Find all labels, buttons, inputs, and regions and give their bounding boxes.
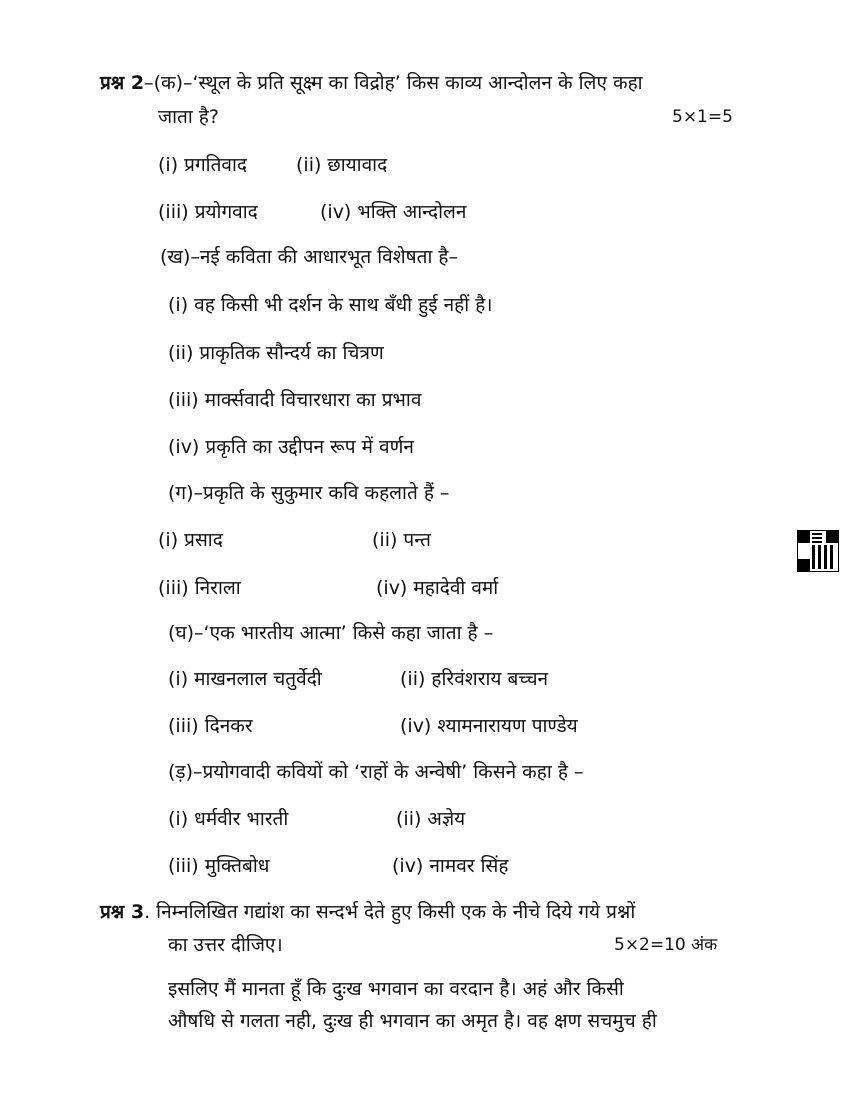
- ga-option-2: (ii) पन्त: [372, 529, 431, 551]
- q3-instruction: . निम्नलिखित गद्यांश का सन्दर्भ देते हुए किसी एक के नीचे दिये गये प्रश्नों: [144, 901, 636, 923]
- gha-option-1: (i) माखनलाल चतुर्वेदी: [168, 668, 322, 690]
- ga-option-1: (i) प्रसाद: [158, 529, 223, 551]
- nga-option-4: (iv) नामवर सिंह: [392, 855, 509, 877]
- q3-marks: 5×2=10 अंक: [614, 935, 718, 955]
- q3-line-1: [100, 899, 635, 925]
- kha-option-2: (ii) प्राकृतिक सौन्दर्य का चित्रण: [168, 342, 384, 364]
- nga-option-2: (ii) अज्ञेय: [396, 808, 466, 830]
- q2-marks: 5×1=5: [672, 107, 733, 127]
- q2-line-1: [100, 70, 643, 96]
- gha-option-3: (iii) दिनकर: [168, 715, 253, 737]
- q2-line-2: जाता है?: [158, 106, 219, 128]
- kha-option-4: (iv) प्रकृति का उद्दीपन रूप में वर्णन: [168, 436, 414, 458]
- kha-option-1: (i) वह किसी भी दर्शन के साथ बँधी हुई नहीं है।: [168, 294, 493, 316]
- gha-option-4: (iv) श्यामनारायण पाण्डेय: [400, 715, 578, 737]
- ka-option-2: (ii) छायावाद: [296, 154, 388, 176]
- nga-option-3: (iii) मुक्तिबोध: [168, 855, 270, 877]
- nga-option-1: (i) धर्मवीर भारती: [168, 808, 289, 830]
- kha-question: (ख)–नई कविता की आधारभूत विशेषता है–: [160, 246, 458, 268]
- q3-line-2: का उत्तर दीजिए।: [168, 934, 283, 956]
- q3-passage-line-2: औषधि से गलता नही, दुःख ही भगवान का अमृत है। वह क्षण सचमुच ही: [168, 1010, 657, 1032]
- q2-question-ka: –(क)–‘स्थूल के प्रति सूक्ष्म का विद्रोह’ किस काव्य आन्दोलन के लिए कहा: [144, 72, 643, 94]
- q2-label: प्रश्न 2: [100, 72, 145, 94]
- ka-option-1: (i) प्रगतिवाद: [158, 154, 247, 176]
- gha-question: (घ)–‘एक भारतीय आत्मा’ किसे कहा जाता है –: [168, 622, 494, 644]
- ka-option-3: (iii) प्रयोगवाद: [158, 201, 258, 223]
- kha-option-3: (iii) मार्क्सवादी विचारधारा का प्रभाव: [168, 389, 422, 411]
- q3-label: प्रश्न 3: [100, 901, 145, 923]
- ga-option-4: (iv) महादेवी वर्मा: [376, 577, 499, 599]
- q3-passage-line-1: इसलिए मैं मानता हूँ कि दुःख भगवान का वरदान है। अहं और किसी: [168, 978, 624, 1000]
- ka-option-4: (iv) भक्ति आन्दोलन: [320, 201, 467, 223]
- ga-option-3: (iii) निराला: [158, 577, 241, 599]
- gha-option-2: (ii) हरिवंशराय बच्चन: [400, 668, 549, 690]
- nga-question: (ड़)–प्रयोगवादी कवियों को ‘राहों के अन्वेषी’ किसने कहा है –: [168, 761, 584, 783]
- ga-question: (ग)–प्रकृति के सुकुमार कवि कहलाते हैं –: [168, 482, 450, 504]
- qr-code-icon: [797, 530, 839, 572]
